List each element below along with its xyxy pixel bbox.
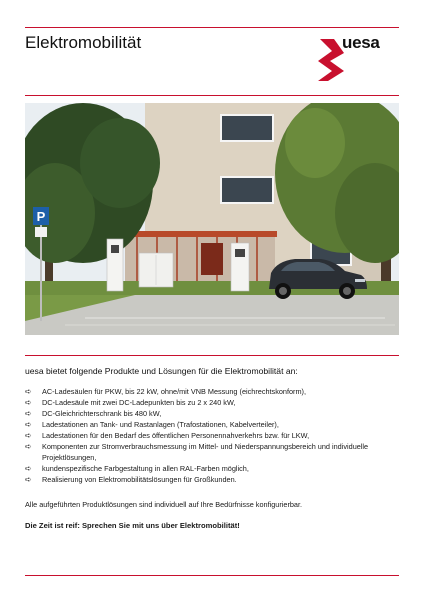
list-item-text: Realisierung von Elektromobilitätslösungen für Großkunden.	[42, 475, 237, 484]
list-item-text: Ladestationen an Tank- und Rastanlagen (Trafostationen, Kabelverteiler),	[42, 420, 279, 429]
list-item-text: AC-Ladesäulen für PKW, bis 22 kW, ohne/mit VNB Messung (eichrechtskonform),	[42, 387, 307, 396]
configuration-note: Alle aufgeführten Produktlösungen sind individuell auf Ihre Bedürfnisse konfigurierbar.	[25, 500, 303, 509]
list-item	[25, 474, 399, 485]
list-item-text: DC-Ladesäule mit zwei DC-Ladepunkten bis zu 2 x 240 kW,	[42, 398, 236, 407]
top-rule	[25, 27, 399, 28]
intro-text: uesa bietet folgende Produkte und Lösungen für die Elektromobilität an:	[25, 366, 298, 376]
arrow-right-icon: ➪	[25, 475, 32, 484]
arrow-right-icon: ➪	[25, 431, 32, 440]
arrow-right-icon: ➪	[25, 464, 32, 473]
list-item	[25, 463, 399, 474]
list-item-text: DC-Gleichrichterschrank bis 480 kW,	[42, 409, 162, 418]
list-item-text: kundenspezifische Farbgestaltung in allen RAL-Farben möglich,	[42, 464, 249, 473]
list-item	[25, 397, 399, 408]
list-item-text: Ladestationen für den Bedarf des öffentlichen Personennahverkehrs bzw. für LKW,	[42, 431, 310, 440]
page-title: Elektromobilität	[25, 33, 142, 52]
content-rule	[25, 355, 399, 356]
arrow-right-icon: ➪	[25, 442, 32, 451]
arrow-right-icon: ➪	[25, 409, 32, 418]
list-item-text: Komponenten zur Stromverbrauchsmessung im Mittel- und Niederspannungsbereich und individuelle Projektlösungen,	[42, 442, 369, 462]
logo-wordmark: uesa	[342, 33, 380, 52]
arrow-right-icon: ➪	[25, 420, 32, 429]
list-item	[25, 441, 399, 463]
footer-rule	[25, 575, 399, 576]
arrow-right-icon: ➪	[25, 398, 32, 407]
call-to-action: Die Zeit ist reif: Sprechen Sie mit uns über Elektromobilität!	[25, 521, 240, 530]
list-item	[25, 386, 399, 397]
header-rule	[25, 95, 399, 96]
parking-sign-letter: P	[36, 209, 46, 224]
list-item	[25, 408, 399, 419]
list-item	[25, 430, 399, 441]
list-item	[25, 419, 399, 430]
arrow-right-icon: ➪	[25, 387, 32, 396]
product-list	[25, 386, 399, 485]
charging-station-photo	[25, 103, 399, 335]
